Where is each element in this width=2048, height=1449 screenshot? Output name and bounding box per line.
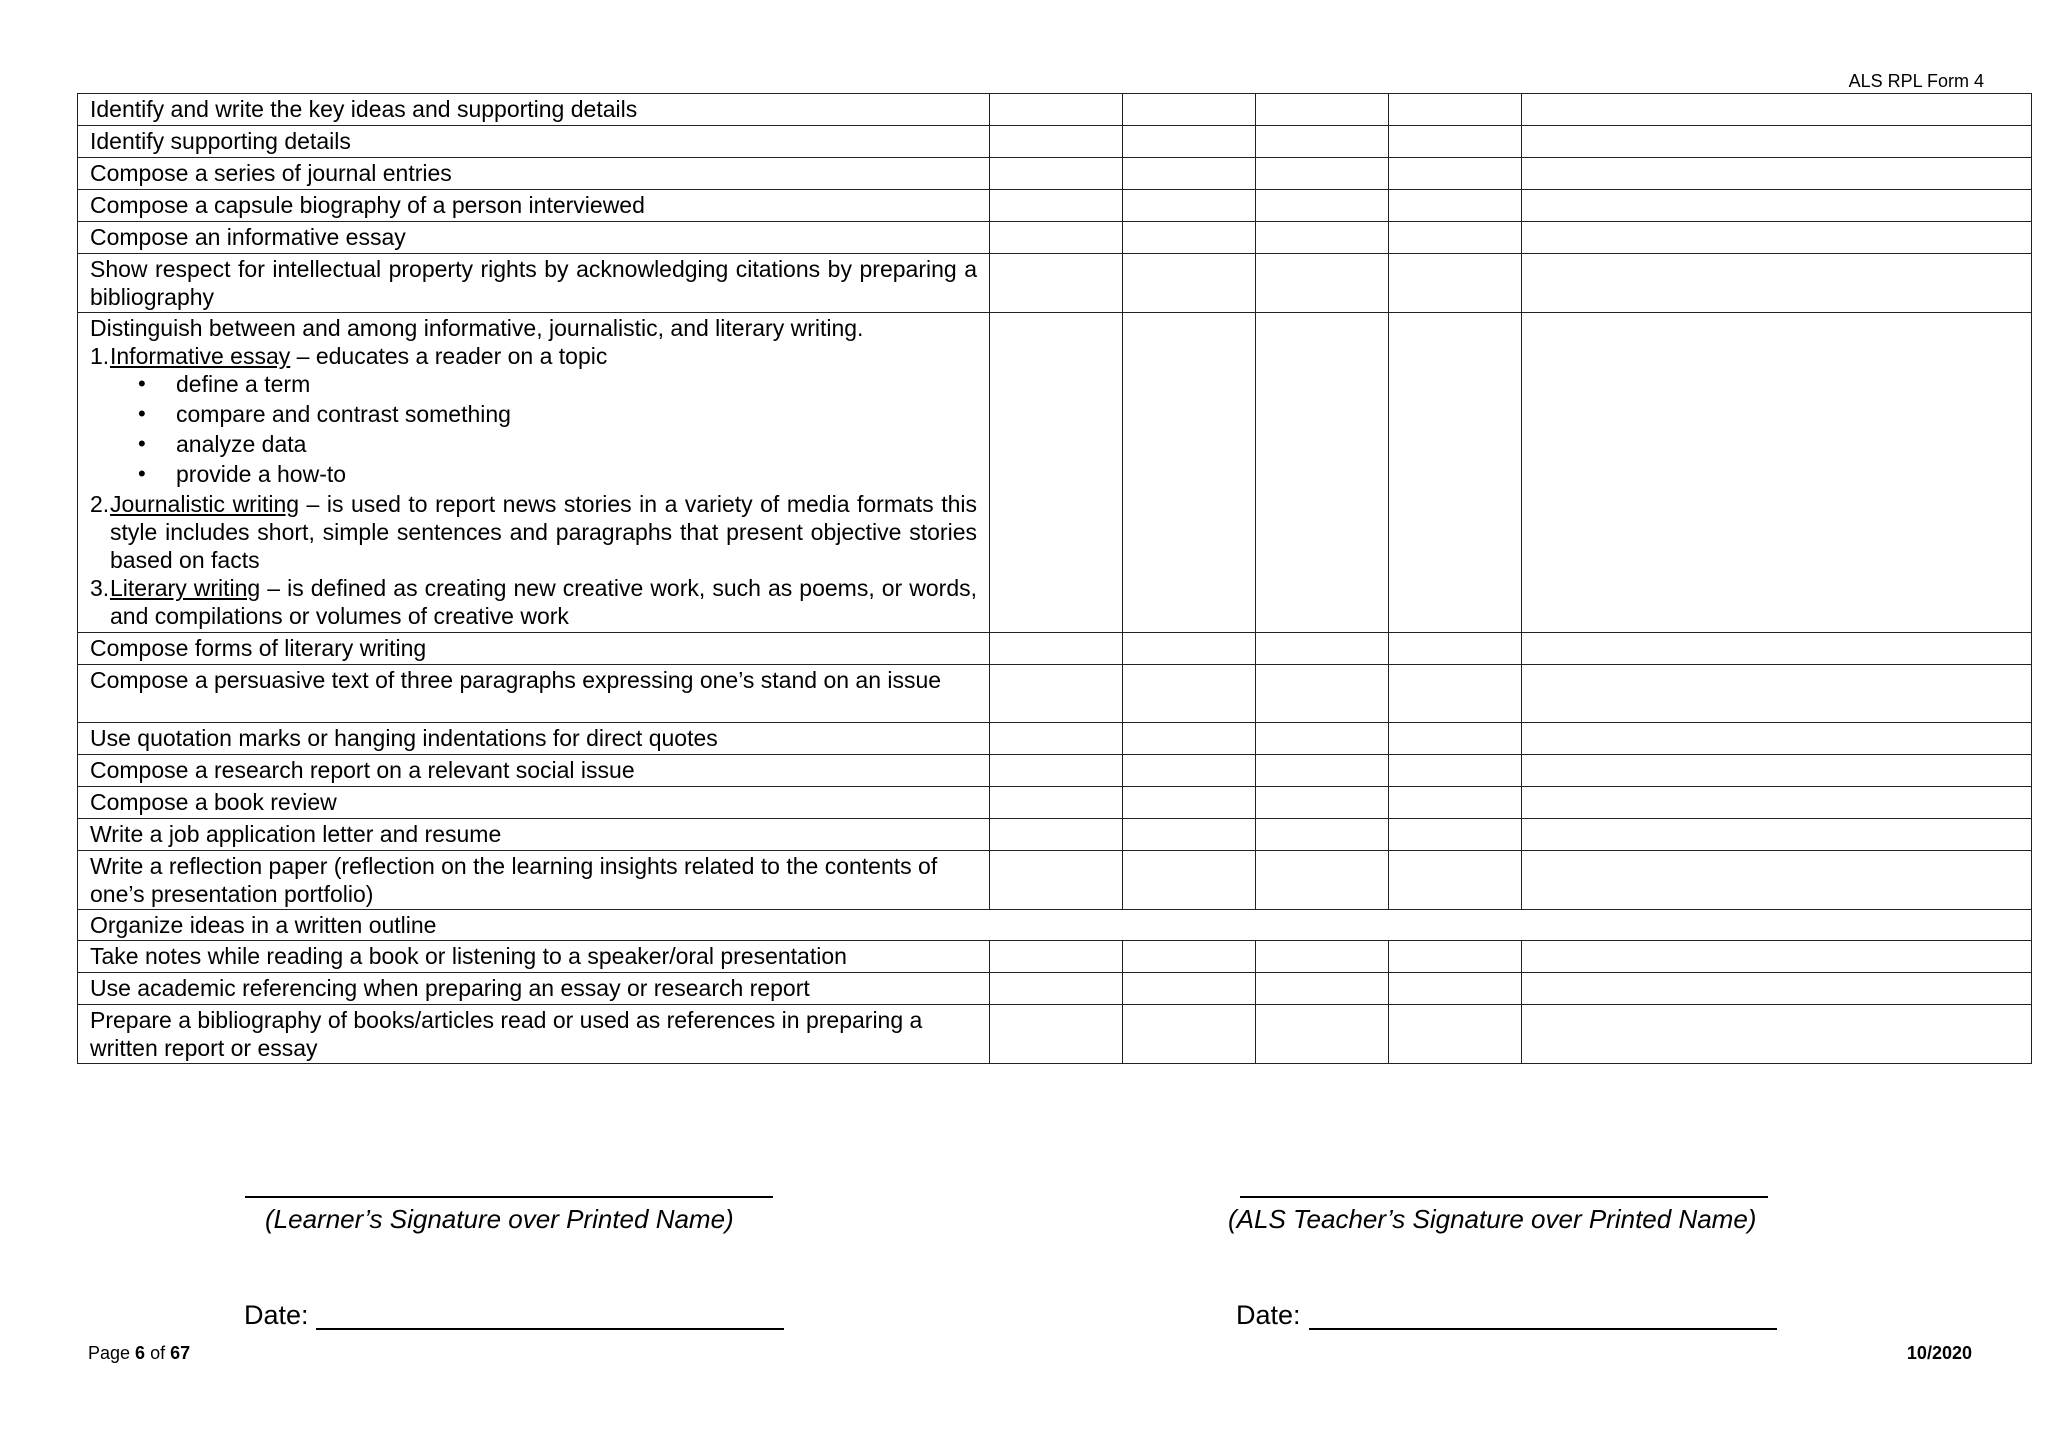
remarks-cell[interactable] [1522, 973, 2032, 1005]
page-total: 67 [170, 1343, 191, 1363]
teacher-signature-line[interactable] [1240, 1196, 1768, 1198]
remarks-cell[interactable] [1522, 126, 2032, 158]
table-row [78, 126, 2032, 158]
remarks-cell[interactable] [1522, 190, 2032, 222]
remarks-cell[interactable] [1522, 723, 2032, 755]
page-number [88, 1343, 190, 1364]
rating-cell[interactable] [1389, 190, 1522, 222]
table-row [78, 723, 2032, 755]
table-row [78, 973, 2032, 1005]
list-item: • analyze data [138, 430, 977, 460]
remarks-cell[interactable] [1522, 1005, 2032, 1064]
item-number: 1. [90, 343, 110, 369]
rating-cell[interactable] [990, 633, 1123, 665]
table-row [78, 665, 2032, 723]
rating-cell[interactable] [1123, 126, 1256, 158]
competency-cell: Identify and write the key ideas and supporting details [78, 94, 990, 126]
writing-type-item [90, 490, 977, 574]
teacher-date-line[interactable] [1309, 1328, 1777, 1330]
competency-cell: Compose a book review [78, 787, 990, 819]
rating-cell[interactable] [1256, 819, 1389, 851]
rating-cell[interactable] [1389, 633, 1522, 665]
remarks-cell[interactable] [1522, 851, 2032, 910]
competency-cell: Compose a series of journal entries [78, 158, 990, 190]
page-of: of [145, 1343, 171, 1363]
rating-cell[interactable] [1256, 633, 1389, 665]
rating-cell[interactable] [1389, 787, 1522, 819]
rating-cell[interactable] [1123, 1005, 1256, 1064]
rating-cell[interactable] [1256, 313, 1389, 633]
competency-cell: Compose a research report on a relevant social issue [78, 755, 990, 787]
competency-cell-writing-types [78, 313, 990, 633]
rating-cell[interactable] [1123, 633, 1256, 665]
remarks-cell[interactable] [1522, 254, 2032, 313]
table-row [78, 158, 2032, 190]
form-code: ALS RPL Form 4 [1848, 71, 1984, 91]
rating-cell[interactable] [1123, 819, 1256, 851]
table-row [78, 190, 2032, 222]
rating-cell[interactable] [1123, 723, 1256, 755]
rating-cell[interactable] [1389, 665, 1522, 723]
rating-cell[interactable] [990, 787, 1123, 819]
rating-cell[interactable] [990, 665, 1123, 723]
rating-cell[interactable] [1123, 254, 1256, 313]
teacher-date-label: Date: [1236, 1300, 1301, 1330]
rating-cell[interactable] [990, 723, 1123, 755]
remarks-cell[interactable] [1522, 787, 2032, 819]
rating-cell[interactable] [1123, 665, 1256, 723]
table-row [78, 787, 2032, 819]
rating-cell[interactable] [1256, 158, 1389, 190]
rating-cell[interactable] [1389, 126, 1522, 158]
rating-cell[interactable] [1256, 665, 1389, 723]
competency-cell: Compose a capsule biography of a person interviewed [78, 190, 990, 222]
competency-checklist-table [77, 93, 2032, 1064]
rating-cell[interactable] [1389, 851, 1522, 910]
rating-cell[interactable] [990, 851, 1123, 910]
informative-essay-purposes [90, 370, 977, 490]
rating-cell[interactable] [1256, 222, 1389, 254]
competency-cell: Compose an informative essay [78, 222, 990, 254]
rating-cell[interactable] [1389, 819, 1522, 851]
rating-cell[interactable] [990, 1005, 1123, 1064]
remarks-cell[interactable] [1522, 158, 2032, 190]
rating-cell[interactable] [990, 190, 1123, 222]
rating-cell[interactable] [1123, 190, 1256, 222]
competency-cell: Take notes while reading a book or listening to a speaker/oral presentation [78, 941, 990, 973]
remarks-cell[interactable] [1522, 941, 2032, 973]
rating-cell[interactable] [1389, 254, 1522, 313]
rating-cell[interactable] [990, 158, 1123, 190]
competency-cell: Write a reflection paper (reflection on the learning insights related to the contents of one’s presentation portfolio) [78, 851, 990, 910]
rating-cell[interactable] [1256, 973, 1389, 1005]
rating-cell[interactable] [990, 254, 1123, 313]
rating-cell[interactable] [990, 819, 1123, 851]
writing-type-item [90, 574, 977, 630]
table-row [78, 633, 2032, 665]
rating-cell[interactable] [1256, 94, 1389, 126]
remarks-cell[interactable] [1522, 94, 2032, 126]
page-prefix: Page [88, 1343, 136, 1363]
writing-type-item [90, 342, 977, 370]
rating-cell[interactable] [1256, 126, 1389, 158]
competency-cell-section: Organize ideas in a written outline [78, 910, 2032, 941]
remarks-cell[interactable] [1522, 633, 2032, 665]
rating-cell[interactable] [1389, 941, 1522, 973]
table-row [78, 254, 2032, 313]
rating-cell[interactable] [1123, 222, 1256, 254]
list-item: • compare and contrast something [138, 400, 977, 430]
competency-cell: Use academic referencing when preparing an essay or research report [78, 973, 990, 1005]
rating-cell[interactable] [1256, 254, 1389, 313]
rating-cell[interactable] [1123, 941, 1256, 973]
table-row [78, 941, 2032, 973]
competency-cell: Use quotation marks or hanging indentations for direct quotes [78, 723, 990, 755]
rating-cell[interactable] [990, 222, 1123, 254]
rating-cell[interactable] [990, 941, 1123, 973]
competency-cell: Write a job application letter and resume [78, 819, 990, 851]
item-number: 3. [90, 575, 110, 601]
teacher-signature-caption: (ALS Teacher’s Signature over Printed Name) [1228, 1204, 1757, 1234]
rating-cell[interactable] [1123, 851, 1256, 910]
table-row [78, 313, 2032, 633]
remarks-cell[interactable] [1522, 755, 2032, 787]
writing-type-definition: – is used to report news stories in a variety of media formats this style includes short, simple sentences and paragraphs that present objective stories based on facts [110, 491, 977, 573]
rating-cell[interactable] [1256, 787, 1389, 819]
rating-cell[interactable] [1256, 941, 1389, 973]
remarks-cell[interactable] [1522, 665, 2032, 723]
list-item: • provide a how-to [138, 460, 977, 490]
page-current: 6 [135, 1343, 146, 1363]
remarks-cell[interactable] [1522, 222, 2032, 254]
rating-cell[interactable] [1389, 158, 1522, 190]
rating-cell[interactable] [1389, 723, 1522, 755]
competency-cell: Identify supporting details [78, 126, 990, 158]
learner-signature-caption: (Learner’s Signature over Printed Name) [265, 1204, 734, 1234]
writing-type-term: Journalistic writing [110, 491, 300, 517]
learner-date-label: Date: [244, 1300, 309, 1330]
rating-cell[interactable] [990, 126, 1123, 158]
table-row [78, 910, 2032, 941]
rating-cell[interactable] [1389, 755, 1522, 787]
list-item: • define a term [138, 370, 977, 400]
rating-cell[interactable] [1256, 755, 1389, 787]
rating-cell[interactable] [1389, 1005, 1522, 1064]
rating-cell[interactable] [1389, 222, 1522, 254]
table-row [78, 94, 2032, 126]
competency-cell: Compose a persuasive text of three paragraphs expressing one’s stand on an issue [78, 665, 990, 723]
competency-cell: Prepare a bibliography of books/articles read or used as references in preparing a written report or essay [78, 1005, 990, 1064]
table-row [78, 819, 2032, 851]
rating-cell[interactable] [1389, 313, 1522, 633]
writing-type-term: Informative essay [110, 343, 291, 369]
table-row [78, 1005, 2032, 1064]
item-number: 2. [90, 491, 110, 517]
rating-cell[interactable] [1123, 158, 1256, 190]
rating-cell[interactable] [990, 755, 1123, 787]
competency-cell: Compose forms of literary writing [78, 633, 990, 665]
rating-cell[interactable] [1256, 1005, 1389, 1064]
remarks-cell[interactable] [1522, 819, 2032, 851]
revision-date: 10/2020 [1906, 1343, 1972, 1363]
rating-cell[interactable] [1123, 313, 1256, 633]
learner-date-line[interactable] [316, 1328, 784, 1330]
rating-cell[interactable] [1256, 190, 1389, 222]
writing-types-intro: Distinguish between and among informative, journalistic, and literary writing. [90, 315, 864, 341]
rating-cell[interactable] [990, 973, 1123, 1005]
rating-cell[interactable] [1123, 787, 1256, 819]
table-row [78, 222, 2032, 254]
rating-cell[interactable] [1256, 723, 1389, 755]
table-row [78, 851, 2032, 910]
learner-signature-line[interactable] [245, 1196, 773, 1198]
rating-cell[interactable] [990, 94, 1123, 126]
rating-cell[interactable] [1123, 973, 1256, 1005]
table-row [78, 755, 2032, 787]
writing-type-definition: – is defined as creating new creative work, such as poems, or words, and compilations or volumes of creative work [110, 575, 978, 629]
rating-cell[interactable] [1123, 94, 1256, 126]
rating-cell[interactable] [990, 313, 1123, 633]
remarks-cell[interactable] [1522, 313, 2032, 633]
rating-cell[interactable] [1123, 755, 1256, 787]
rating-cell[interactable] [1256, 851, 1389, 910]
rating-cell[interactable] [1389, 973, 1522, 1005]
writing-type-definition: – educates a reader on a topic [290, 343, 608, 369]
competency-cell: Show respect for intellectual property rights by acknowledging citations by preparing a bibliography [78, 254, 990, 313]
writing-type-term: Literary writing [110, 575, 261, 601]
rating-cell[interactable] [1389, 94, 1522, 126]
